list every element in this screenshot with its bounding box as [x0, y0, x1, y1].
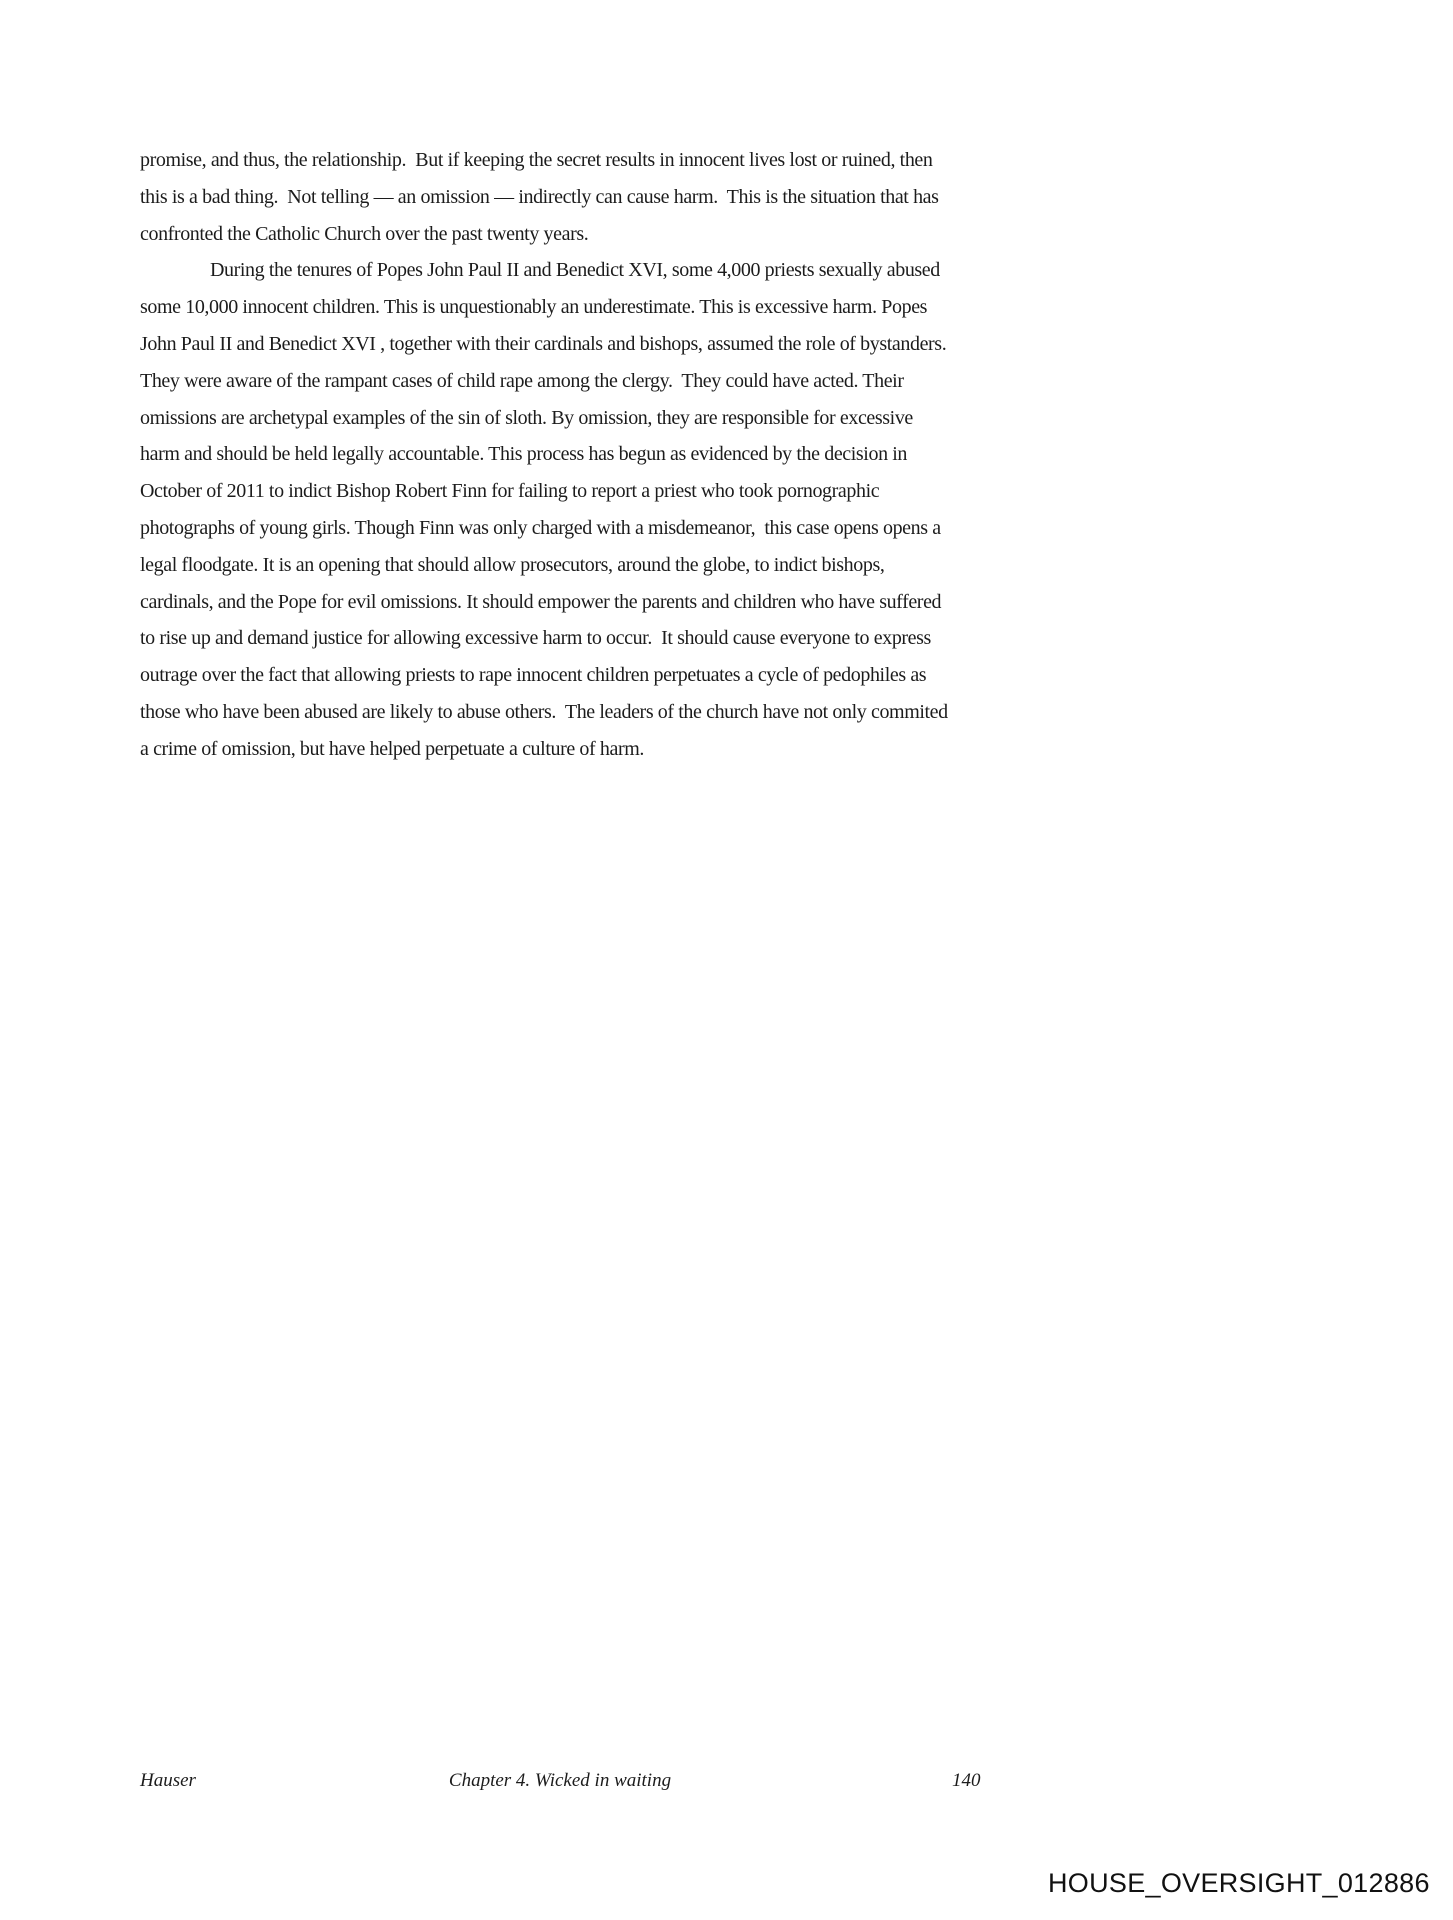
paragraph-2	[140, 252, 1320, 767]
text-line: this is a bad thing. Not telling — an omission — indirectly can cause harm. This is the situation that has	[140, 185, 939, 208]
text-line: outrage over the fact that allowing priests to rape innocent children perpetuates a cycle of pedophiles as	[140, 664, 927, 687]
text-line: October of 2011 to indict Bishop Robert Finn for failing to report a priest who took pornographic	[140, 480, 880, 503]
text-line: legal floodgate. It is an opening that should allow prosecutors, around the globe, to indict bishops,	[140, 553, 885, 576]
footer-chapter-title: Chapter 4. Wicked in waiting	[448, 1770, 672, 1791]
text-line: confronted the Catholic Church over the past twenty years.	[140, 222, 589, 245]
page-footer	[0, 1770, 1453, 1796]
text-line: photographs of young girls. Though Finn was only charged with a misdemeanor, this case opens opens a	[140, 516, 941, 539]
text-line: harm and should be held legally accountable. This process has begun as evidenced by the decision in	[140, 443, 908, 466]
text-line: those who have been abused are likely to abuse others. The leaders of the church have not only commited	[140, 700, 948, 723]
text-line: John Paul II and Benedict XVI , together with their cardinals and bishops, assumed the role of bystanders.	[140, 332, 947, 355]
footer-page-number: 140	[952, 1770, 981, 1791]
bates-stamp: HOUSE_OVERSIGHT_012886	[1048, 1868, 1430, 1898]
text-line: promise, and thus, the relationship. But if keeping the secret results in innocent lives lost or ruined, then	[140, 149, 933, 171]
text-line: During the tenures of Popes John Paul II and Benedict XVI, some 4,000 priests sexually abused	[210, 259, 940, 282]
text-line: omissions are archetypal examples of the sin of sloth. By omission, they are responsible for excessive	[140, 406, 913, 429]
text-line: a crime of omission, but have helped perpetuate a culture of harm.	[140, 737, 644, 760]
footer-author: Hauser	[140, 1770, 196, 1791]
body-text	[140, 142, 1320, 768]
paragraph-1	[140, 142, 1320, 252]
text-line: to rise up and demand justice for allowing excessive harm to occur. It should cause everyone to express	[140, 627, 931, 650]
text-line: They were aware of the rampant cases of child rape among the clergy. They could have acted. Their	[140, 369, 904, 392]
text-line: cardinals, and the Pope for evil omissions. It should empower the parents and children who have suffered	[140, 590, 942, 613]
text-line: some 10,000 innocent children. This is unquestionably an underestimate. This is excessive harm. Popes	[140, 296, 928, 319]
